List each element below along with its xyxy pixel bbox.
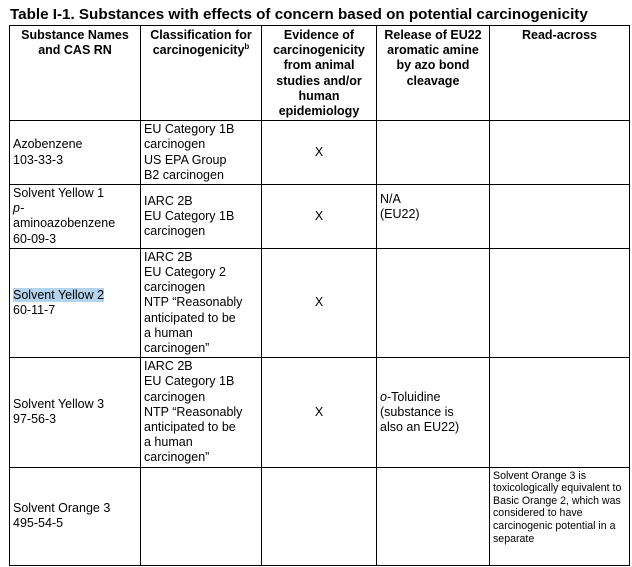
release-cell (377, 185, 490, 249)
release-line: (substance is (380, 404, 454, 419)
release-cell (377, 248, 490, 357)
readacross-cell (490, 185, 630, 249)
table-row (10, 185, 630, 249)
cas-number: 97-56-3 (13, 412, 57, 427)
evidence-cell: X (262, 248, 377, 357)
header-substance: Substance Names and CAS RN (10, 26, 141, 121)
classification-cell (141, 248, 262, 357)
cas-number: 60-11-7 (13, 303, 56, 318)
substance-cell (10, 185, 141, 249)
evidence-cell (262, 467, 377, 565)
classification-line: anticipated to be (144, 310, 236, 325)
header-evidence: Evidence of carcinogenicity from animal studies and/or human epidemiology (262, 26, 377, 121)
evidence-cell: X (262, 358, 377, 467)
classification-line: B2 carcinogen (144, 167, 224, 182)
substance-cell (10, 358, 141, 467)
classification-line: NTP “Reasonably (144, 404, 243, 419)
classification-line: EU Category 2 (144, 265, 226, 280)
classification-line: US EPA Group (144, 152, 227, 167)
readacross-cell (490, 248, 630, 357)
classification-line: carcinogen” (144, 341, 210, 356)
header-release: Release of EU22 aromatic amine by azo bond cleavage (377, 26, 490, 121)
substance-name: Azobenzene (13, 137, 83, 152)
classification-line: IARC 2B (144, 249, 193, 264)
release-line: N/A (380, 192, 401, 207)
table-row (10, 358, 630, 467)
table-row (10, 121, 630, 185)
table-row (10, 248, 630, 357)
classification-line: carcinogen (144, 224, 206, 239)
cas-number: 495-54-5 (13, 516, 64, 531)
header-readacross: Read-across (490, 26, 630, 121)
substance-cell (10, 121, 141, 185)
classification-cell (141, 467, 262, 565)
substance-name-wrap (13, 288, 137, 303)
readacross-cell (490, 358, 630, 467)
substance-name-highlighted: Solvent Yellow 2 (13, 287, 105, 302)
evidence-cell: X (262, 185, 377, 249)
cas-number: 103-33-3 (13, 152, 64, 167)
release-cell (377, 358, 490, 467)
substance-name: Solvent Orange 3 (13, 500, 111, 515)
substance-cell (10, 248, 141, 357)
classification-line: IARC 2B (144, 193, 193, 208)
classification-cell (141, 185, 262, 249)
substance-name: Solvent Yellow 3 (13, 397, 105, 412)
classification-line: a human (144, 435, 193, 450)
release-line: o-Toluidine (380, 389, 441, 404)
substance-name: Solvent Yellow 1 (13, 186, 105, 201)
release-line: (EU22) (380, 207, 420, 222)
table-row (10, 467, 630, 565)
substance-name-italic: p- (13, 201, 25, 216)
classification-cell (141, 121, 262, 185)
footnote-marker: b (244, 42, 250, 52)
header-classification: Classification for carcinogenicity$^b$ (141, 26, 262, 121)
classification-line: carcinogen (144, 280, 206, 295)
release-line: also an EU22) (380, 420, 460, 435)
classification-line: EU Category 1B (144, 122, 235, 137)
substance-cell (10, 467, 141, 565)
classification-line: EU Category 1B (144, 208, 235, 223)
table-title: Table I-1. Substances with effects of concern based on potential carcinogenicity (10, 6, 588, 23)
classification-line: NTP “Reasonably (144, 295, 243, 310)
classification-line: a human (144, 325, 193, 340)
release-cell (377, 467, 490, 565)
header-row (10, 26, 630, 121)
substance-name-cont: aminoazobenzene (13, 216, 116, 231)
classification-line: carcinogen” (144, 450, 210, 465)
classification-line: carcinogen (144, 137, 206, 152)
classification-line: carcinogen (144, 389, 206, 404)
readacross-cell: Solvent Orange 3 is toxicologically equivalent to Basic Orange 2, which was considered to have carcinogenic potential in a separate (490, 467, 630, 565)
classification-cell (141, 358, 262, 467)
classification-line: EU Category 1B (144, 374, 235, 389)
carcinogenicity-table (9, 25, 630, 566)
release-cell (377, 121, 490, 185)
readacross-cell (490, 121, 630, 185)
classification-line: IARC 2B (144, 359, 193, 374)
classification-line: anticipated to be (144, 420, 236, 435)
cas-number: 60-09-3 (13, 231, 57, 246)
evidence-cell: X (262, 121, 377, 185)
